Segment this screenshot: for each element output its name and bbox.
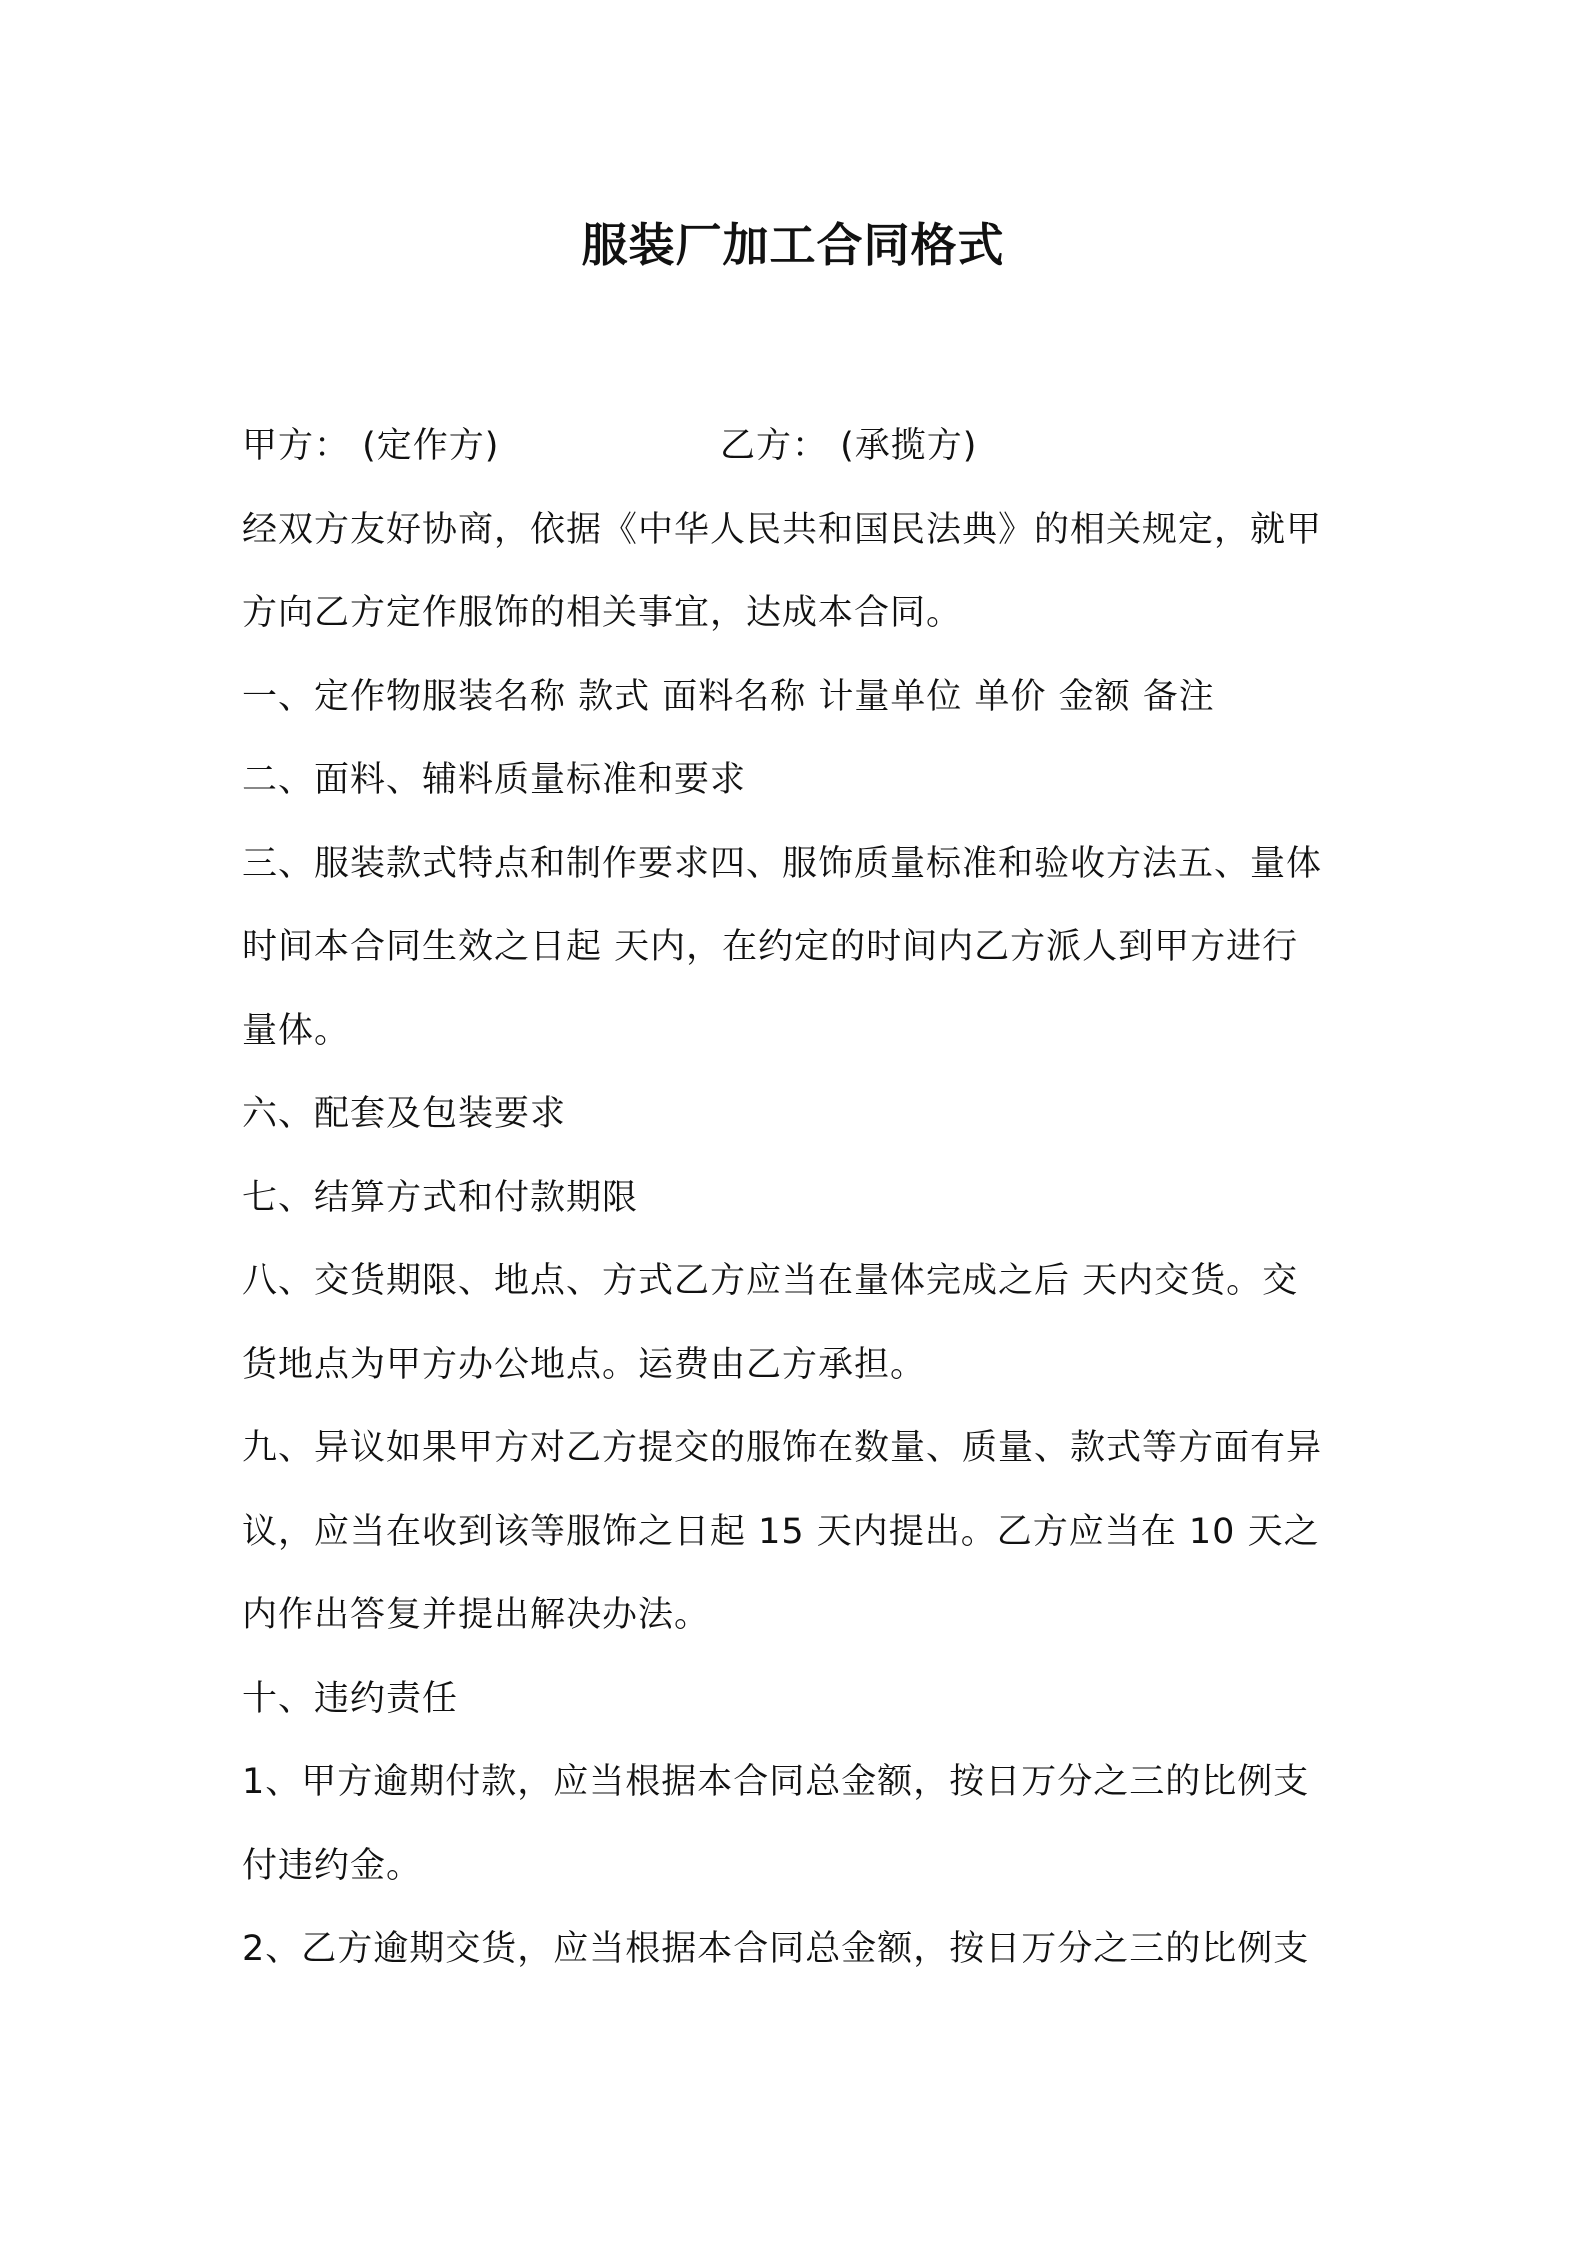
text-line: 经双方友好协商，依据《中华人民共和国民法典》的相关规定，就甲 bbox=[242, 509, 1323, 550]
text-line: 方向乙方定作服饰的相关事宜，达成本合同。 bbox=[242, 593, 963, 633]
text-line: 内作出答复并提出解决办法。 bbox=[242, 1595, 711, 1635]
text-line: 付违约金。 bbox=[242, 1845, 423, 1886]
clause-3-line: 三、服装款式特点和制作要求四、服饰质量标准和验收方法五、量体 bbox=[242, 843, 1323, 884]
text-line: 量体。 bbox=[242, 1010, 351, 1051]
clause-9-line: 九、异议如果甲方对乙方提交的服饰在数量、质量、款式等方面有异 bbox=[242, 1428, 1323, 1468]
sub-clause-2-line: 2、乙方逾期交货，应当根据本合同总金额，按日万分之三的比例支 bbox=[242, 1929, 1310, 1969]
party-b-label: 乙方： (承揽方) bbox=[720, 426, 978, 466]
clause-8-line: 八、交货期限、地点、方式乙方应当在量体完成之后 天内交货。交 bbox=[242, 1261, 1299, 1301]
sub-clause-1-line: 1、甲方逾期付款，应当根据本合同总金额，按日万分之三的比例支 bbox=[242, 1762, 1310, 1802]
clause-1-line: 一、定作物服装名称 款式 面料名称 计量单位 单价 金额 备注 bbox=[242, 676, 1215, 717]
document-body bbox=[242, 405, 1362, 1992]
clause-6-line: 六、配套及包装要求 bbox=[242, 1094, 567, 1134]
parties-line bbox=[242, 405, 1362, 489]
clause-2-line: 二、面料、辅料质量标准和要求 bbox=[242, 760, 747, 800]
text-line: 议，应当在收到该等服饰之日起 15 天内提出。乙方应当在 10 天之 bbox=[242, 1511, 1320, 1552]
document-title: 服装厂加工合同格式 bbox=[581, 218, 1005, 272]
clause-10-line: 十、违约责任 bbox=[242, 1678, 459, 1719]
text-line: 货地点为甲方办公地点。运费由乙方承担。 bbox=[242, 1344, 927, 1385]
text-line: 时间本合同生效之日起 天内，在约定的时间内乙方派人到甲方进行 bbox=[242, 927, 1299, 967]
party-a-label: 甲方： (定作方) bbox=[242, 426, 500, 466]
clause-7-line: 七、结算方式和付款期限 bbox=[242, 1177, 639, 1218]
